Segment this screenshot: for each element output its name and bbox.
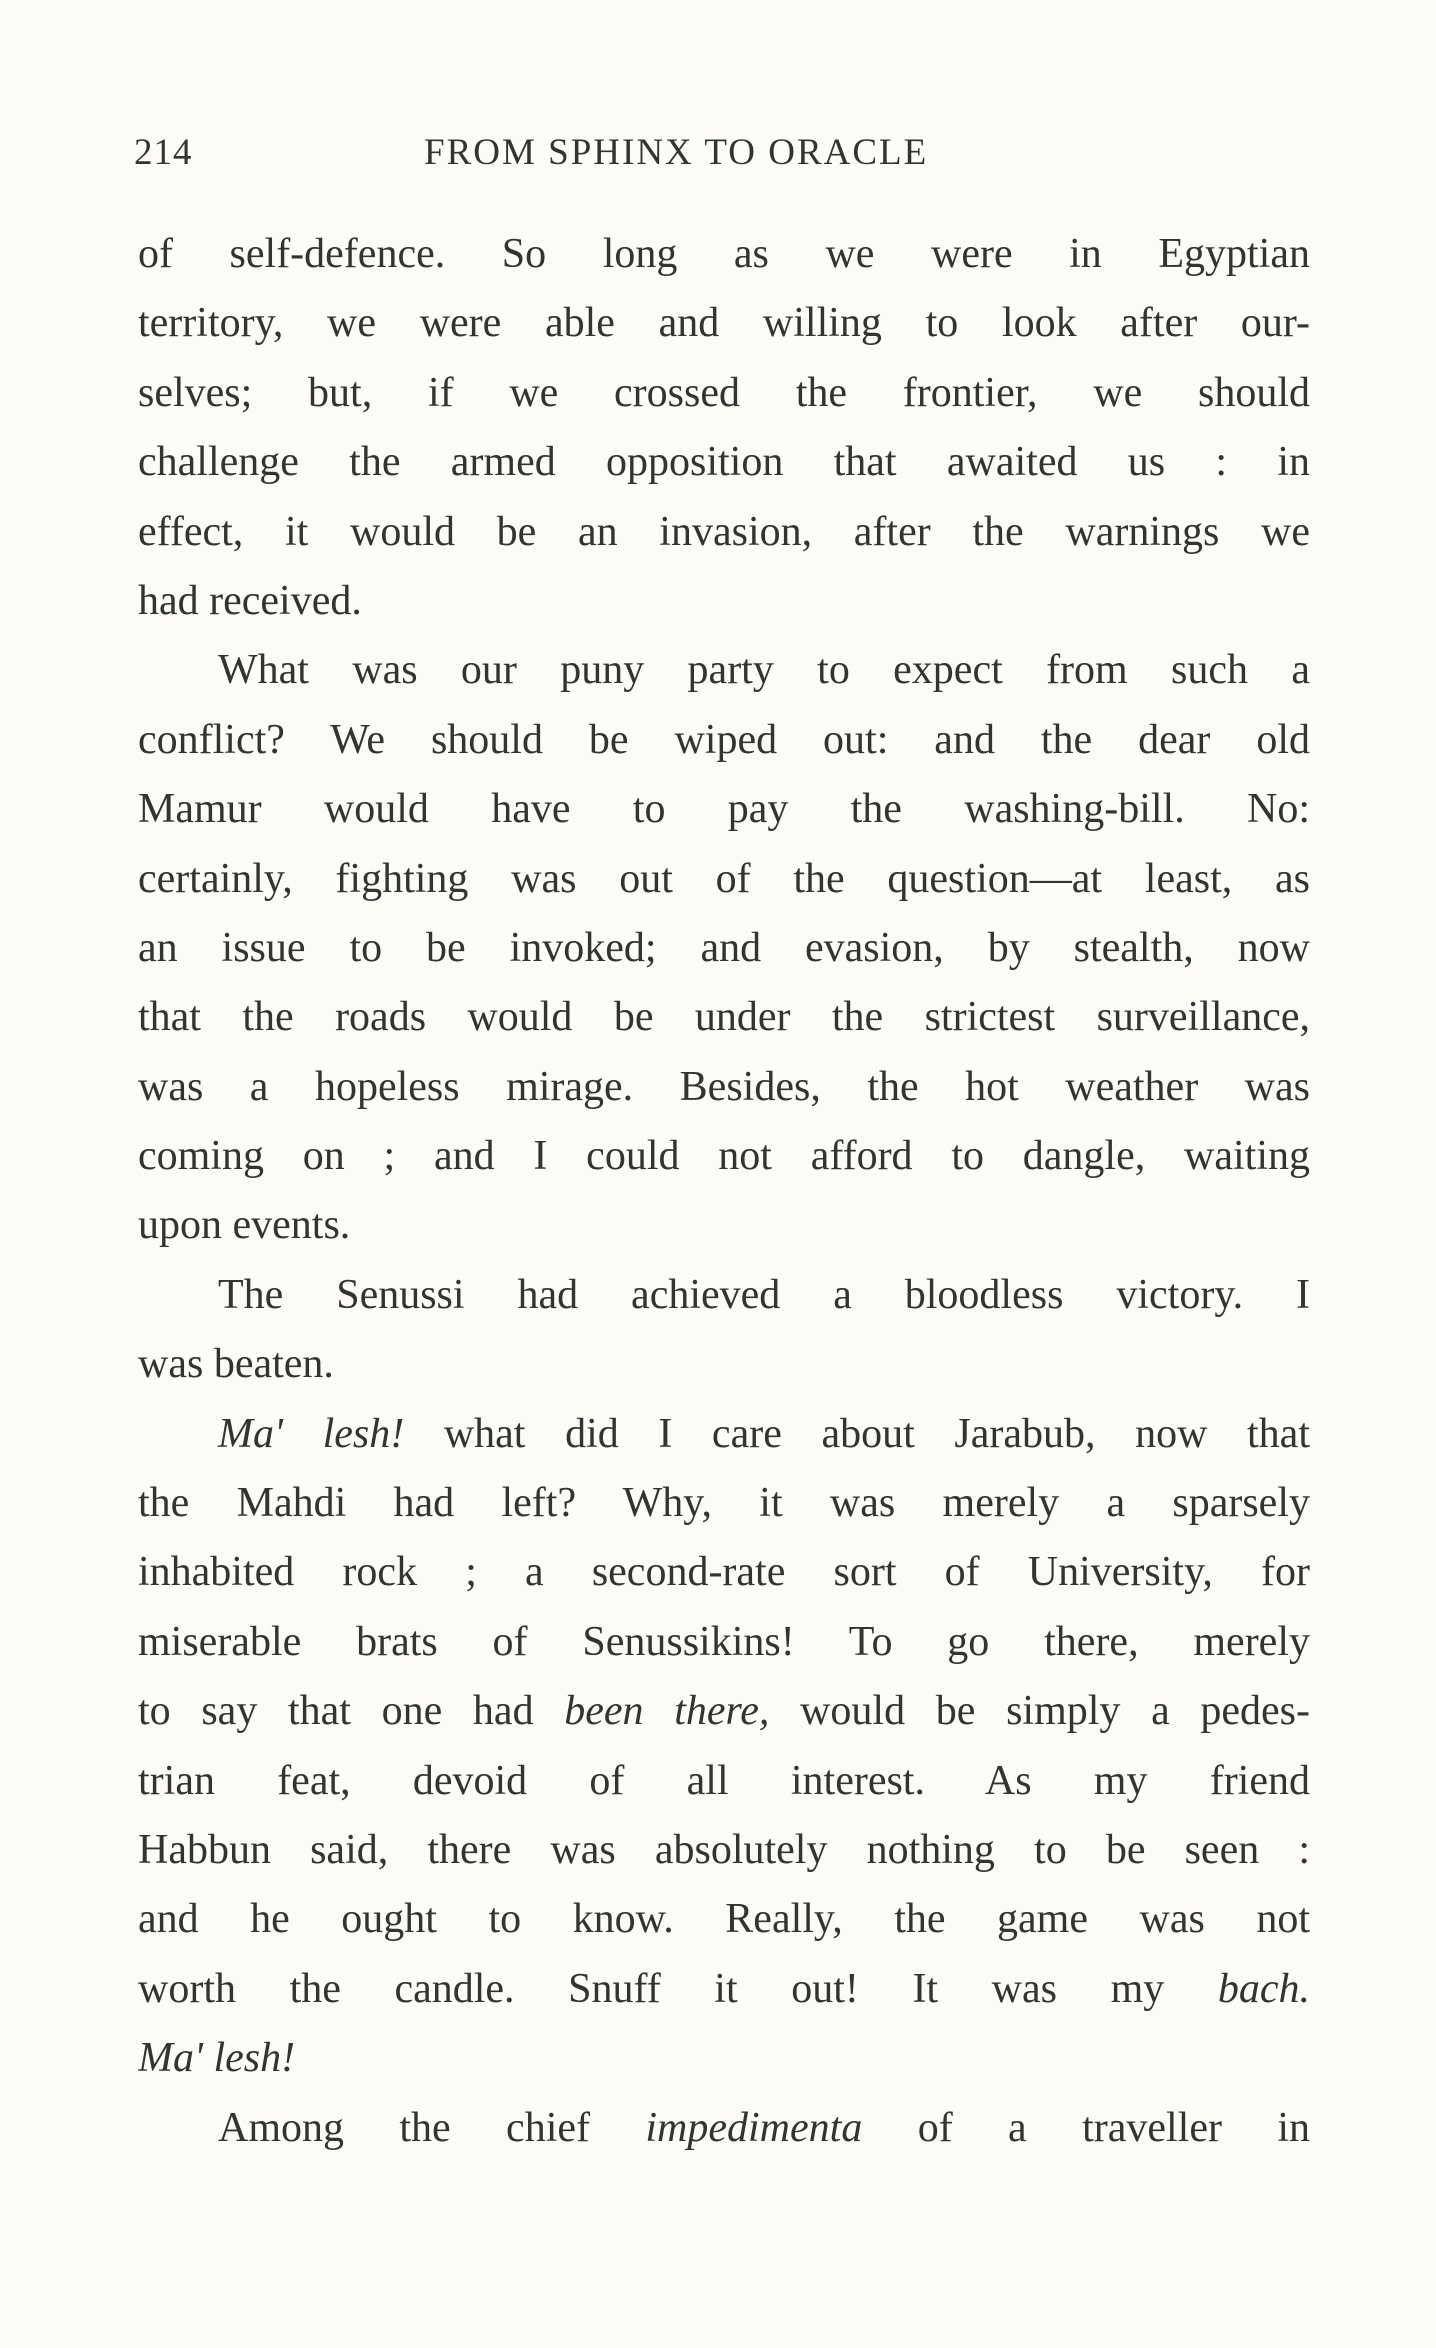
italic-phrase: impedimenta [645, 2104, 863, 2151]
text-line: Mamur would have to pay the washing-bill. No: [138, 786, 1310, 833]
text-line: was a hopeless mirage. Besides, the hot weather was [138, 1063, 1310, 1110]
text-line: What was our puny party to expect from such a [218, 647, 1310, 694]
text-line: trian feat, devoid of all interest. As my friend [138, 1757, 1310, 1804]
text-line: of self-defence. So long as we were in Egyptian [138, 231, 1310, 277]
page-number: 214 [134, 132, 193, 173]
text-line: effect, it would be an invasion, after the warnings we [138, 508, 1310, 555]
body-text [138, 220, 1310, 2163]
text-line: territory, we were able and willing to look after our- [138, 300, 1310, 347]
text-line: selves; but, if we crossed the frontier, we should [138, 369, 1310, 416]
book-title: FROM SPHINX TO ORACLE [424, 132, 929, 173]
text-line: upon events. [138, 1202, 351, 1249]
text-line [138, 1400, 1310, 1469]
line-text: would be simply a pedes- [769, 1688, 1310, 1735]
italic-phrase: bach. [1217, 1965, 1310, 2012]
text-line: miserable brats of Senussikins! To go there, merely [138, 1618, 1310, 1665]
text-line [138, 2024, 1310, 2093]
text-line: challenge the armed opposition that awaited us : in [138, 439, 1310, 486]
text-line: had received. [138, 577, 362, 624]
text-line [138, 1677, 1310, 1746]
line-text: to say that one had [138, 1688, 565, 1735]
italic-phrase: Ma' lesh! [138, 2035, 296, 2082]
italic-phrase: been there, [564, 1688, 770, 1735]
text-line: Habbun said, there was absolutely nothing to be seen : [138, 1826, 1310, 1873]
text-line: inhabited rock ; a second-rate sort of University, for [138, 1549, 1310, 1596]
text-line: an issue to be invoked; and evasion, by stealth, now [138, 924, 1310, 971]
text-line: coming on ; and I could not afford to dangle, waiting [138, 1133, 1310, 1180]
text-line: and he ought to know. Really, the game was not [138, 1896, 1310, 1943]
italic-phrase: Ma' lesh! [218, 1410, 405, 1457]
text-line: certainly, fighting was out of the question—at least, as [138, 855, 1310, 902]
text-line: The Senussi had achieved a bloodless victory. I [218, 1271, 1310, 1318]
text-line: that the roads would be under the strictest surveillance, [138, 994, 1310, 1041]
text-line [138, 1955, 1310, 2024]
line-text: what did I care about Jarabub, now that [404, 1410, 1310, 1457]
text-line: the Mahdi had left? Why, it was merely a sparsely [138, 1480, 1310, 1527]
text-line: conflict? We should be wiped out: and the dear old [138, 716, 1310, 763]
running-head [134, 125, 1314, 181]
line-text: Among the chief [218, 2104, 646, 2151]
text-line: was beaten. [138, 1341, 334, 1388]
text-line [138, 2094, 1310, 2163]
line-text: of a traveller in [862, 2104, 1310, 2151]
line-text: worth the candle. Snuff it out! It was my [138, 1965, 1218, 2012]
